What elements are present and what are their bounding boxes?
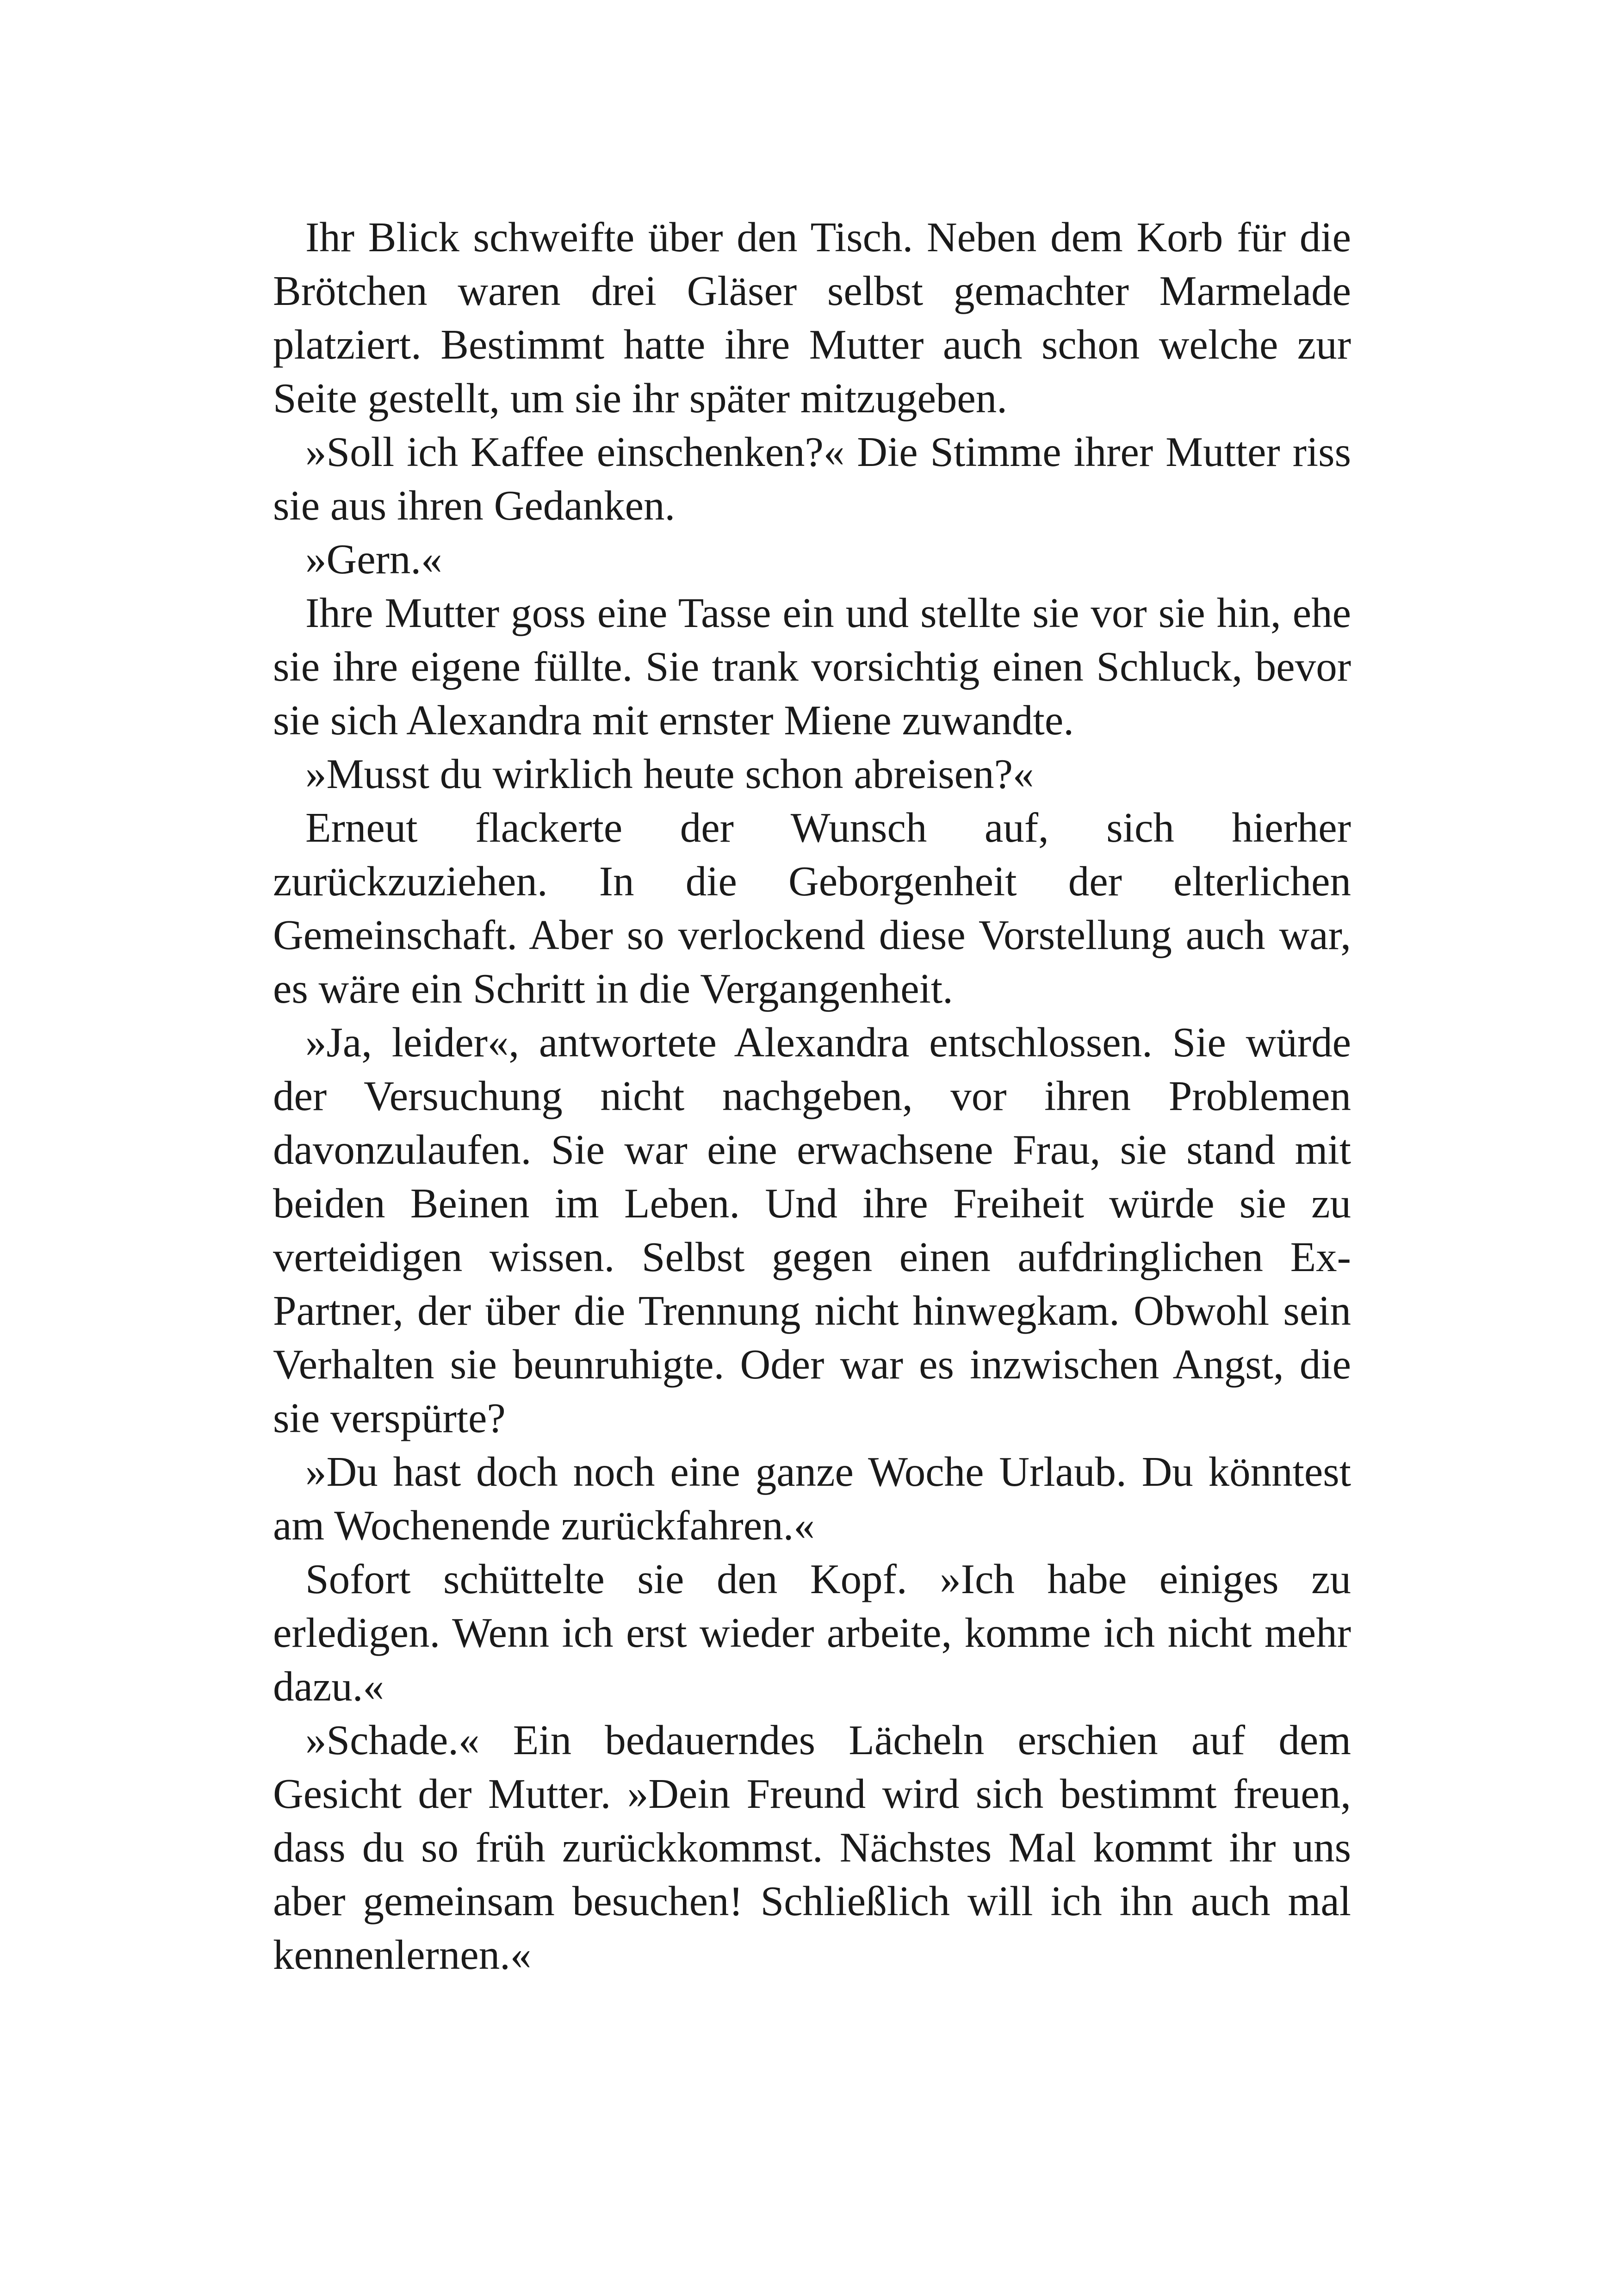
paragraph: Sofort schüttelte sie den Kopf. »Ich habe einiges zu erledigen. Wenn ich erst wieder arbeite, komme ich nicht mehr dazu.« — [273, 1556, 1351, 1710]
paragraph: »Soll ich Kaffee einschenken?« Die Stimme ihrer Mutter riss sie aus ihren Gedanken. — [273, 428, 1351, 529]
paragraph: »Gern.« — [305, 536, 442, 583]
paragraph: Ihre Mutter goss eine Tasse ein und stellte sie vor sie hin, ehe sie ihre eigene füllte. Sie trank vorsichtig einen Schluck, bevor sie sich Alexandra mit ernster Miene zuwandte. — [273, 590, 1351, 744]
paragraph: Erneut flackerte der Wunsch auf, sich hierher zurückzuziehen. In die Geborgenheit der elterlichen Gemeinschaft. Aber so verlockend diese Vorstellung auch war, es wäre ein Schritt in die Vergangenheit. — [273, 804, 1351, 1012]
paragraph: »Du hast doch noch eine ganze Woche Urlaub. Du könntest am Wochenende zurückfahren.« — [273, 1448, 1351, 1549]
paragraph: »Schade.« Ein bedauerndes Lächeln erschien auf dem Gesicht der Mutter. »Dein Freund wird sich bestimmt freuen, dass du so früh zurückkommst. Nächstes Mal kommt ihr uns aber gemeinsam besuchen! Schließlich will ich ihn auch mal kennenlernen.« — [273, 1717, 1351, 1978]
paragraph: Ihr Blick schweifte über den Tisch. Neben dem Korb für die Brötchen waren drei Gläser selbst gemachter Marmelade platziert. Bestimmt hatte ihre Mutter auch schon welche zur Seite gestellt, um sie ihr später mitzugeben. — [273, 214, 1351, 422]
paragraph: »Ja, leider«, antwortete Alexandra entschlossen. Sie würde der Versuchung nicht nachgeben, vor ihren Problemen davonzulaufen. Sie war eine erwachsene Frau, sie stand mit beiden Beinen im Leben. Und ihre Freiheit würde sie zu verteidigen wissen. Selbst gegen einen aufdringlichen Ex-Partner, der über die Trennung nicht hinwegkam. Obwohl sein Verhalten sie beunruhigte. Oder war es inzwischen Angst, die sie verspürte? — [273, 1019, 1351, 1441]
paragraph: »Musst du wirklich heute schon abreisen?« — [305, 751, 1034, 797]
body-text — [273, 211, 1351, 1982]
